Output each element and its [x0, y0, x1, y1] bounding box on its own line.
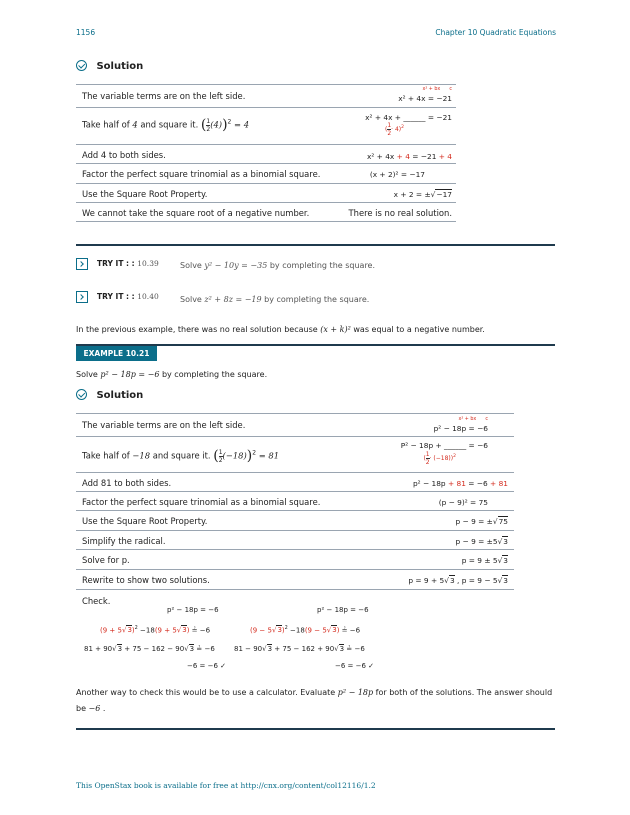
- step-math: P² − 18p + ______ = −6: [400, 441, 488, 450]
- divider: [76, 491, 514, 492]
- check-expansion: 81 + 90√3 + 75 − 162 − 90√3 ≟ −6: [84, 645, 215, 653]
- try-it-text: Solve z² + 8z = −19 by completing the square.: [180, 295, 370, 304]
- check-result: −6 = −6 ✓: [187, 662, 227, 670]
- step-math: p − 9 = ±√75: [455, 517, 508, 526]
- step-label: Use the Square Root Property.: [82, 516, 208, 526]
- expand-icon[interactable]: [76, 291, 88, 303]
- check-equation: p² − 18p = −6: [317, 606, 369, 614]
- divider: [76, 436, 514, 437]
- step-label: We cannot take the square root of a negative number.: [82, 208, 310, 218]
- divider: [76, 107, 456, 108]
- step-math: x + 2 = ±√−17: [393, 190, 452, 199]
- divider: [76, 144, 456, 145]
- divider: [76, 530, 514, 531]
- step-math: p = 9 + 5√3 , p = 9 − 5√3: [408, 576, 508, 585]
- annotation: x² + bx c: [422, 87, 452, 92]
- step-math: x² + 4x = −21: [398, 94, 452, 103]
- step-math: x² + 4x + 4 = −21 + 4: [367, 152, 452, 161]
- step-label: Factor the perfect square trinomial as a binomial square.: [82, 169, 321, 179]
- example-badge: EXAMPLE 10.21: [76, 346, 157, 361]
- check-circle-icon: [76, 389, 87, 400]
- step-label: Solve for p.: [82, 555, 130, 565]
- check-circle-icon: [76, 60, 87, 71]
- check-substitution: $(9 + 5√3)^2 -18(9 + 5√3)$ ≟ −6: [100, 625, 211, 635]
- step-label: Rewrite to show two solutions.: [82, 575, 210, 585]
- try-it-label: TRY IT : : 10.39: [97, 259, 159, 268]
- annotation: x² + bx c: [458, 417, 488, 422]
- paragraph: be −6 .: [76, 704, 106, 713]
- step-math-sub: ( $\frac{1}{2}$ · 4)$^2$: [384, 122, 404, 137]
- divider: [76, 413, 514, 414]
- divider: [76, 84, 456, 85]
- step-math-sub: ( $\frac{1}{2}$ · (−18))$^2$: [423, 451, 456, 466]
- step-label: Simplify the radical.: [82, 536, 166, 546]
- step-label: The variable terms are on the left side.: [82, 91, 246, 101]
- step-label: Check.: [82, 596, 111, 606]
- step-math: (x + 2)² = −17: [369, 170, 425, 179]
- step-label: Take half of −18 and square it. ( $\frac{1}{2}$ (−18))$^2$ = 81: [82, 448, 280, 464]
- step-label: Take half of 4 and square it. ( $\frac{1}{2}$ (4))$^2$ = 4: [82, 117, 250, 133]
- divider: [76, 183, 456, 184]
- page-number: 1156: [76, 28, 96, 37]
- section-rule: [76, 728, 555, 730]
- divider: [76, 569, 514, 570]
- check-expansion: 81 − 90√3 + 75 − 162 + 90√3 ≟ −6: [234, 645, 365, 653]
- divider: [76, 163, 456, 164]
- check-result: −6 = −6 ✓: [335, 662, 375, 670]
- footer-link[interactable]: This OpenStax book is available for free at http://cnx.org/content/col12116/1.2: [76, 781, 376, 790]
- paragraph: In the previous example, there was no real solution because (x + k)² was equal to a negative number.: [76, 325, 485, 334]
- step-math: p² − 18p + 81 = −6 + 81: [412, 479, 508, 488]
- divider: [76, 472, 514, 473]
- step-math: p = 9 ± 5√3: [461, 556, 508, 565]
- step-label: Add 4 to both sides.: [82, 150, 166, 160]
- divider: [76, 549, 514, 550]
- solution-heading: Solution: [76, 60, 143, 72]
- step-math: There is no real solution.: [348, 208, 452, 218]
- section-rule: [76, 244, 555, 246]
- try-it-label: TRY IT : : 10.40: [97, 292, 159, 301]
- divider: [76, 510, 514, 511]
- divider: [76, 221, 456, 222]
- step-math: x² + 4x + ______ = −21: [365, 113, 452, 122]
- solution-heading: Solution: [76, 389, 143, 401]
- step-math: p − 9 = ±5√3: [455, 537, 508, 546]
- step-label: The variable terms are on the left side.: [82, 420, 246, 430]
- step-label: Factor the perfect square trinomial as a binomial square.: [82, 497, 321, 507]
- check-substitution: $(9 - 5√3)^2 -18(9 - 5√3)$ ≟ −6: [250, 625, 361, 635]
- step-label: Use the Square Root Property.: [82, 189, 208, 199]
- paragraph: Another way to check this would be to use a calculator. Evaluate p² − 18p for both of the solutions. The answer should: [76, 688, 553, 697]
- divider: [76, 589, 514, 590]
- step-label: Add 81 to both sides.: [82, 478, 172, 488]
- check-equation: p² − 18p = −6: [167, 606, 219, 614]
- chapter-title: Chapter 10 Quadratic Equations: [435, 28, 556, 37]
- example-problem: Solve p² − 18p = −6 by completing the square.: [76, 370, 268, 379]
- step-math: p² − 18p = −6: [433, 424, 488, 433]
- expand-icon[interactable]: [76, 258, 88, 270]
- step-math: (p − 9)² = 75: [438, 498, 488, 507]
- try-it-text: Solve y² − 10y = −35 by completing the square.: [180, 261, 376, 270]
- divider: [76, 202, 456, 203]
